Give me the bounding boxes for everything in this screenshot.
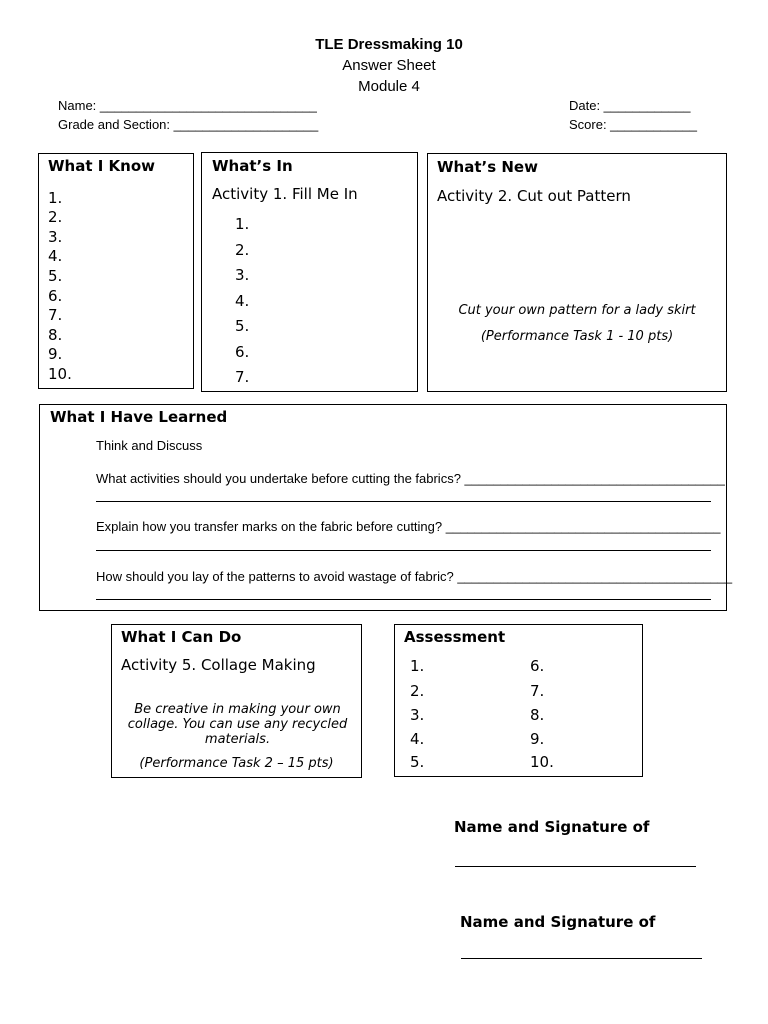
signature-label-1: Name and Signature of <box>454 818 650 836</box>
list-item[interactable]: 3. <box>410 706 425 724</box>
assessment-box <box>394 624 643 777</box>
list-item[interactable]: 4. <box>235 292 250 310</box>
list-item[interactable]: 5. <box>48 267 63 285</box>
signature-line-2[interactable] <box>461 958 702 959</box>
list-item[interactable]: 4. <box>410 730 425 748</box>
list-item[interactable]: 7. <box>530 682 545 700</box>
performance-task-1: (Performance Task 1 - 10 pts) <box>480 329 674 344</box>
list-item[interactable]: 5. <box>410 753 425 771</box>
grade-section-field[interactable]: Grade and Section: ____________________ <box>58 117 319 132</box>
answer-line-3[interactable] <box>96 599 711 600</box>
list-item[interactable]: 1. <box>48 189 63 207</box>
performance-task-2: (Performance Task 2 – 15 pts) <box>139 756 334 771</box>
list-item[interactable]: 10. <box>530 753 554 771</box>
score-field[interactable]: Score: ____________ <box>569 117 697 132</box>
collage-instruction: Be creative in making your own collage. You can use any recycled materials. <box>127 702 348 747</box>
whats-new-box <box>427 153 727 392</box>
what-i-know-heading: What I Know <box>48 157 156 175</box>
what-i-can-do-heading: What I Can Do <box>121 628 242 646</box>
what-i-have-learned-heading: What I Have Learned <box>50 408 228 426</box>
answer-line-1[interactable] <box>96 501 711 502</box>
document-title: TLE Dressmaking 10 <box>315 36 463 53</box>
list-item[interactable]: 5. <box>235 317 250 335</box>
question-3[interactable]: How should you lay of the patterns to avoid wastage of fabric? ______________________________________ <box>96 569 733 584</box>
assessment-heading: Assessment <box>404 628 506 646</box>
list-item[interactable]: 8. <box>530 706 545 724</box>
list-item[interactable]: 2. <box>235 241 250 259</box>
list-item[interactable]: 8. <box>48 326 63 344</box>
whats-in-heading: What’s In <box>212 157 293 175</box>
document-subtitle: Answer Sheet <box>342 57 436 74</box>
whats-in-box <box>201 152 418 392</box>
what-i-have-learned-box <box>39 404 733 611</box>
question-1[interactable]: What activities should you undertake before cutting the fabrics? ____________________________________ <box>96 471 725 486</box>
what-i-know-box <box>38 153 194 389</box>
list-item[interactable]: 2. <box>410 682 425 700</box>
whats-new-heading: What’s New <box>437 158 538 176</box>
answer-line-2[interactable] <box>96 550 711 551</box>
list-item[interactable]: 3. <box>48 228 63 246</box>
list-item[interactable]: 1. <box>410 657 425 675</box>
whats-new-instruction: Cut your own pattern for a lady skirt <box>458 303 696 318</box>
signature-label-2: Name and Signature of <box>460 913 656 931</box>
list-item[interactable]: 6. <box>235 343 250 361</box>
date-field[interactable]: Date: ____________ <box>569 98 691 113</box>
list-item[interactable]: 9. <box>530 730 545 748</box>
list-item[interactable]: 6. <box>530 657 545 675</box>
list-item[interactable]: 6. <box>48 287 63 305</box>
list-item[interactable]: 9. <box>48 345 63 363</box>
list-item[interactable]: 2. <box>48 208 63 226</box>
activity-5-label: Activity 5. Collage Making <box>121 656 316 674</box>
what-i-can-do-box <box>111 624 362 778</box>
question-2[interactable]: Explain how you transfer marks on the fabric before cutting? ______________________________________ <box>96 519 721 534</box>
module-label: Module 4 <box>358 78 420 95</box>
name-field[interactable]: Name: ______________________________ <box>58 98 317 113</box>
activity-1-label: Activity 1. Fill Me In <box>212 185 358 203</box>
activity-2-label: Activity 2. Cut out Pattern <box>437 187 631 205</box>
list-item[interactable]: 7. <box>235 368 250 386</box>
list-item[interactable]: 3. <box>235 266 250 284</box>
list-item[interactable]: 7. <box>48 306 63 324</box>
list-item[interactable]: 4. <box>48 247 63 265</box>
think-and-discuss-label: Think and Discuss <box>96 438 203 453</box>
list-item[interactable]: 10. <box>48 365 72 383</box>
list-item[interactable]: 1. <box>235 215 250 233</box>
signature-line-1[interactable] <box>455 866 696 867</box>
